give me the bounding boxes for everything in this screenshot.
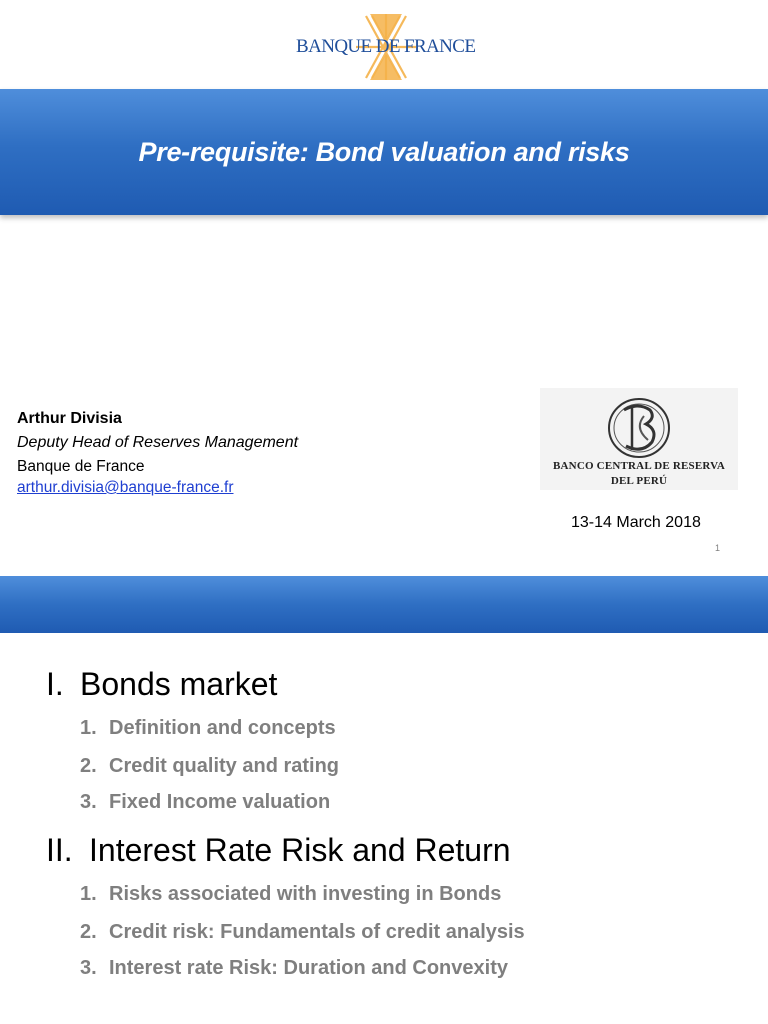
presenter-name: Arthur Divisia	[17, 410, 122, 427]
agenda-slide	[0, 576, 768, 1024]
list-item	[80, 755, 339, 778]
presentation-date: 13-14 March 2018	[571, 514, 701, 531]
presenter-organization: Banque de France	[17, 458, 145, 475]
item-number: 1.	[80, 717, 97, 739]
item-number: 2.	[80, 755, 97, 777]
list-item	[80, 717, 336, 740]
bcrp-monogram-icon	[604, 396, 674, 460]
item-label: Credit risk: Fundamentals of credit analysis	[109, 921, 525, 943]
list-item	[80, 921, 525, 944]
presenter-block	[17, 410, 437, 497]
banque-de-france-logo	[296, 14, 476, 82]
list-item	[80, 791, 330, 814]
item-number: 3.	[80, 791, 97, 813]
list-item	[80, 883, 501, 906]
presenter-email-link[interactable]: arthur.divisia@banque-france.fr	[17, 479, 234, 496]
item-label: Definition and concepts	[109, 717, 336, 739]
agenda-section-2	[46, 832, 511, 869]
section-number: II.	[46, 832, 73, 868]
bcrp-logo	[540, 388, 738, 490]
item-label: Interest rate Risk: Duration and Convexity	[109, 957, 508, 979]
section-title	[46, 832, 511, 869]
bcrp-name-line1: BANCO CENTRAL DE RESERVA	[553, 460, 725, 472]
title-banner	[0, 89, 768, 215]
agenda-section-1	[46, 666, 277, 703]
item-label: Fixed Income valuation	[109, 791, 331, 813]
presenter-role: Deputy Head of Reserves Management	[17, 434, 299, 451]
section-label: Interest Rate Risk and Return	[89, 832, 511, 868]
item-number: 2.	[80, 921, 97, 943]
logo-wordmark: BANQUE DE FRANCE	[296, 36, 476, 57]
item-number: 1.	[80, 883, 97, 905]
agenda-banner	[0, 576, 768, 633]
item-number: 3.	[80, 957, 97, 979]
item-label: Credit quality and rating	[109, 755, 340, 777]
slide-number: 1	[715, 543, 721, 553]
item-label: Risks associated with investing in Bonds	[109, 883, 502, 905]
list-item	[80, 957, 508, 980]
bcrp-name-line2: DEL PERÚ	[610, 475, 668, 487]
section-label: Bonds market	[80, 666, 278, 702]
presentation-title: Pre-requisite: Bond valuation and risks	[138, 137, 630, 167]
section-title	[46, 666, 277, 703]
section-number: I.	[46, 666, 64, 702]
